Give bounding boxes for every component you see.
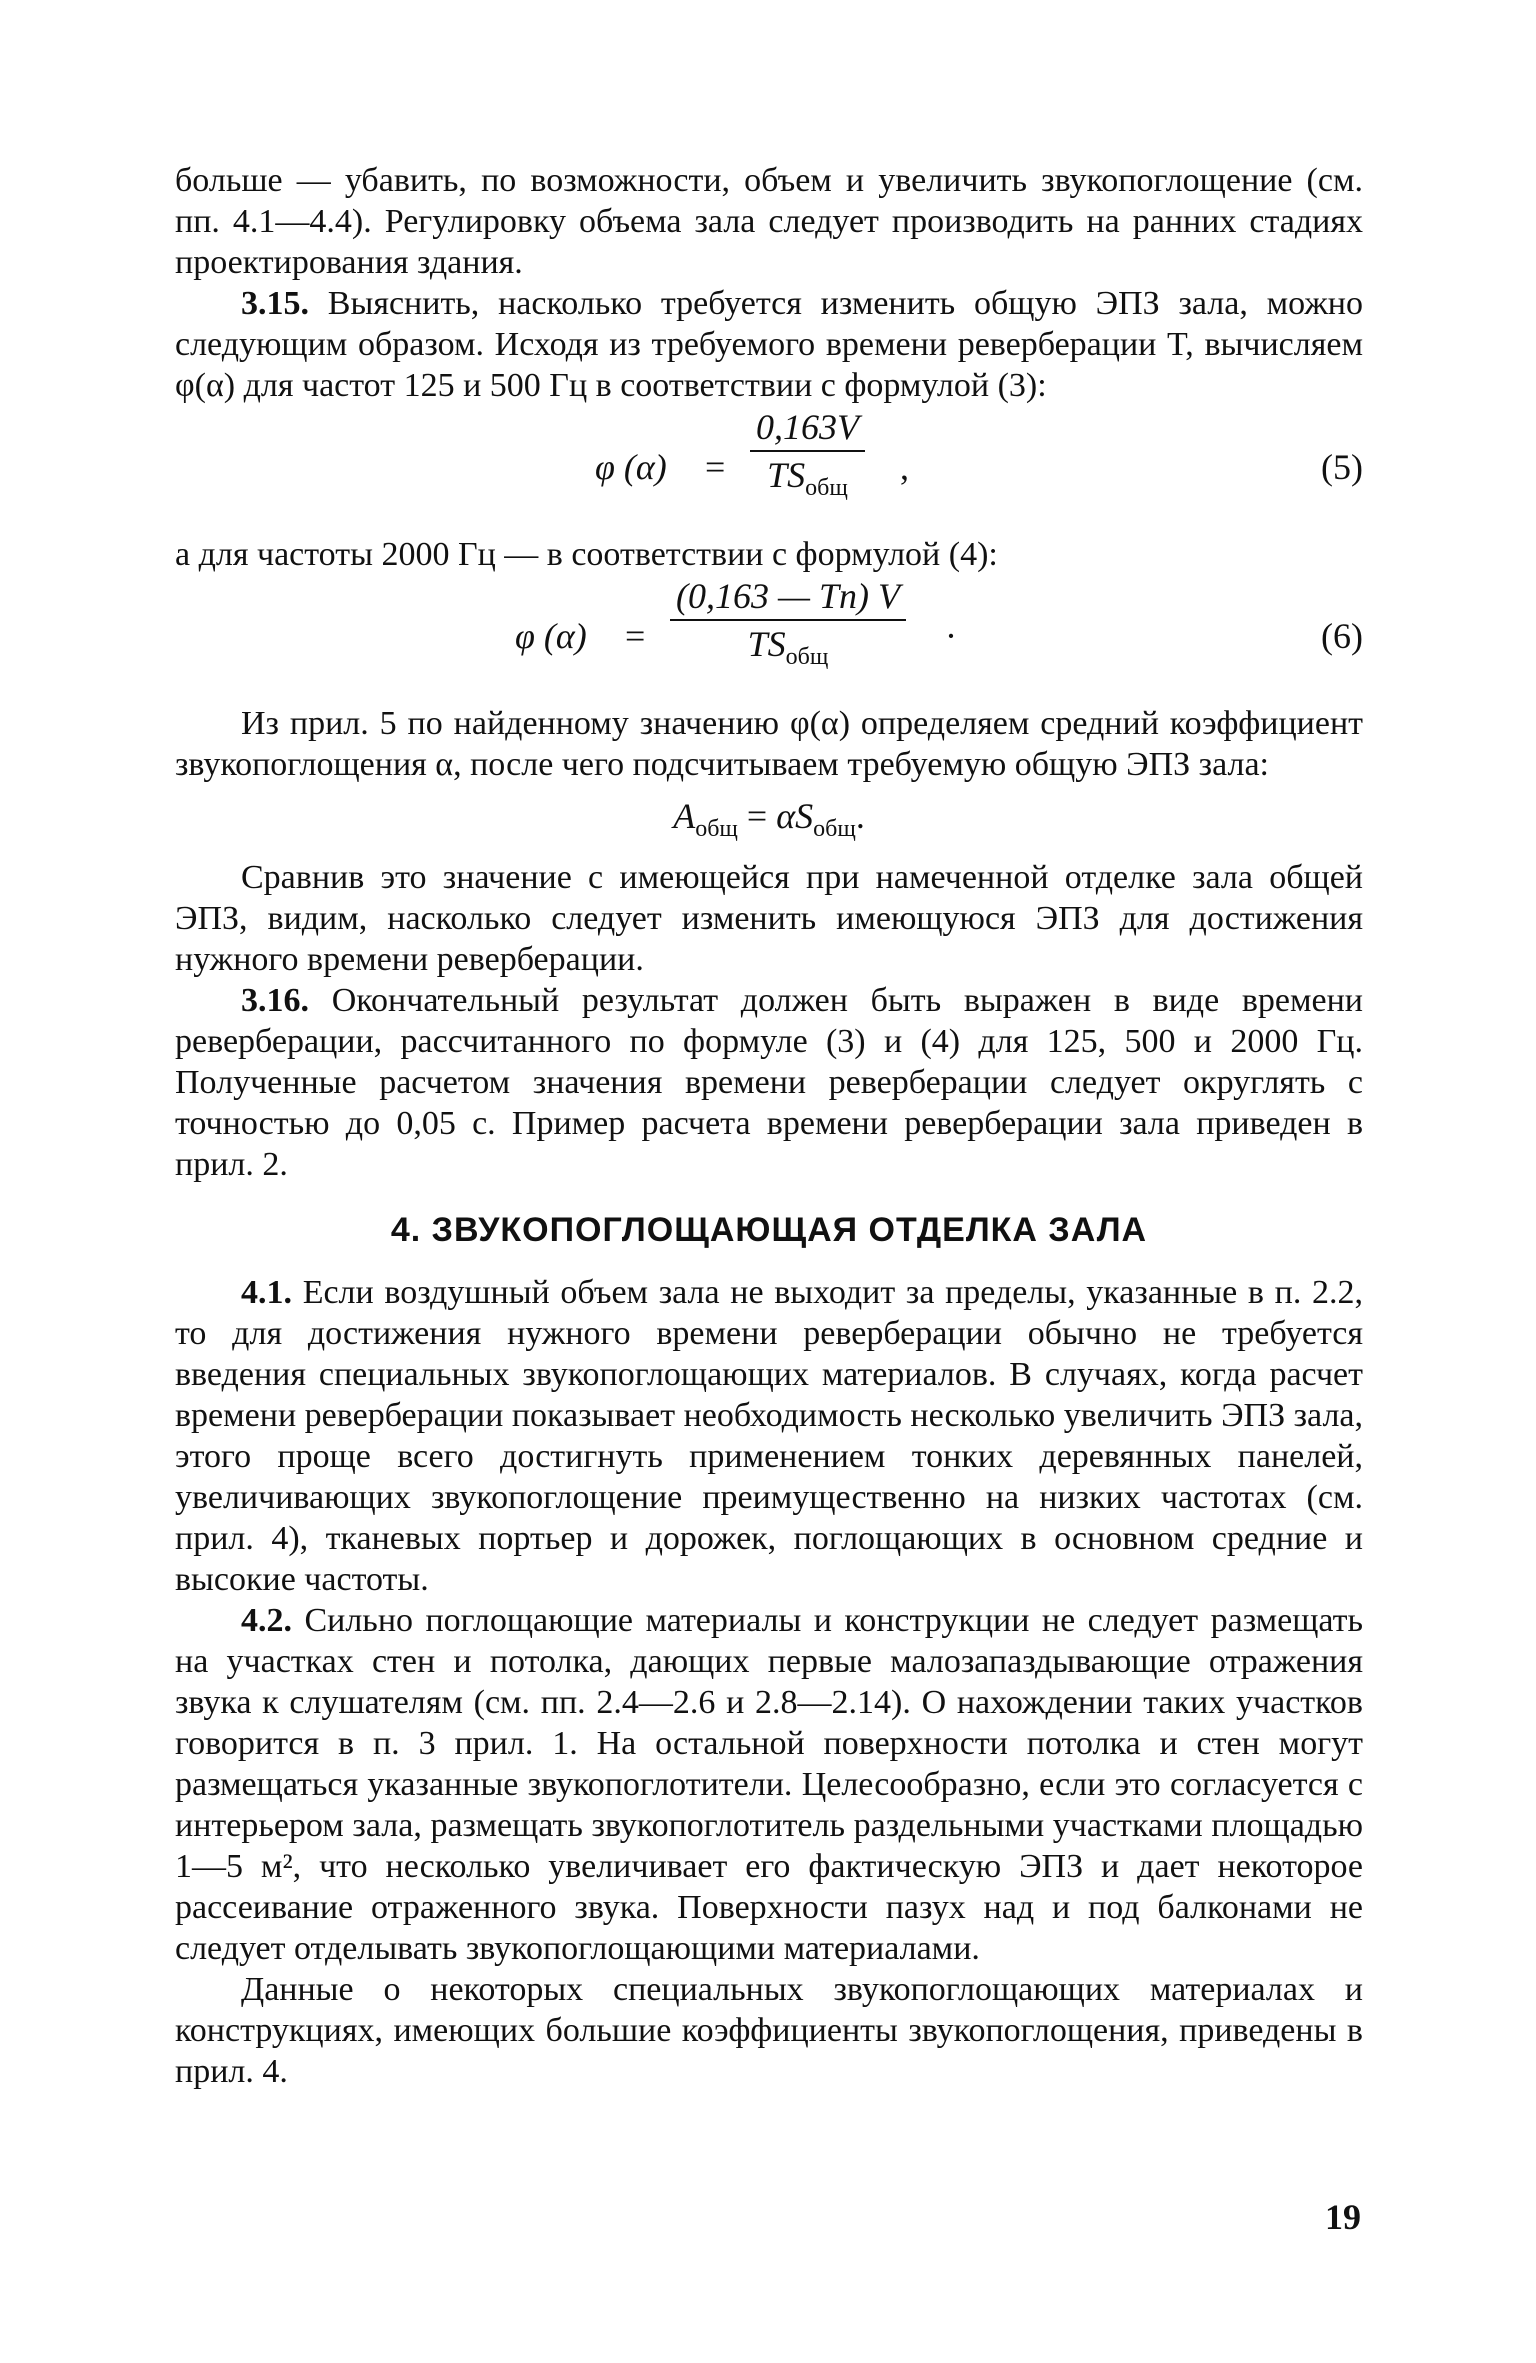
formula-numerator: (0,163 — Tn) V xyxy=(670,575,906,621)
formula-equals: = xyxy=(746,796,768,836)
clause-text: Окончательный результат должен быть выражен в виде времени реверберации, рассчитанного по формуле (3) и (4) для 125, 500 и 2000 Гц. Полученные расчетом значения времени реверберации следует округлять с точностью до 0,05 с. Пример расчета времени реверберации зала приведен в прил. 2. xyxy=(175,982,1364,1184)
formula-6 xyxy=(175,575,1363,703)
formula-number: (5) xyxy=(1321,447,1363,487)
formula-rhs: αS xyxy=(776,796,814,836)
formula-period: . xyxy=(855,796,865,836)
formula-a: A xyxy=(673,796,696,836)
formula-number: (6) xyxy=(1321,616,1363,656)
denominator-main: TS xyxy=(767,455,806,495)
formula-fraction xyxy=(670,575,906,671)
paragraph-compare: Сравнив это значение с имеющейся при намеченной отделке зала общей ЭПЗ, видим, насколько следует изменить имеющуюся ЭПЗ для достижения нужного времени реверберации. xyxy=(175,859,1363,979)
formula-equals: = xyxy=(625,616,646,656)
formula-fraction xyxy=(750,406,865,502)
paragraph-formula-6-intro: а для частоты 2000 Гц — в соответствии с формулой (4): xyxy=(175,536,998,573)
page-number: 19 xyxy=(1325,2197,1361,2237)
clause-text: Если воздушный объем зала не выходит за пределы, указанные в п. 2.2, то для достижения нужного времени реверберации обычно не требуется введения специальных звукопоглощающих материалов. В случаях, когда расчет времени реверберации показывает необходимость несколько увеличить ЭПЗ зала, этого проще всего достигнуть применением тонких деревянных панелей, увеличивающих звукопоглощение преимущественно на низких частотах (см. прил. 4), тканевых портьер и дорожек, поглощающих в основном средние и высокие частоты. xyxy=(175,1274,1364,1599)
paragraph-3-15 xyxy=(175,283,1363,406)
denominator-main: TS xyxy=(747,624,786,664)
paragraph-4-2 xyxy=(175,1600,1363,1969)
formula-dot: · xyxy=(945,616,957,656)
formula-rhs-subscript: общ xyxy=(813,816,856,843)
formula-comma: , xyxy=(900,447,909,487)
formula-a-subscript: общ xyxy=(695,816,738,843)
clause-number: 4.1. xyxy=(241,1274,292,1312)
formula-numerator: 0,163V xyxy=(750,406,865,452)
formula-denominator xyxy=(750,452,865,502)
section-heading: 4. ЗВУКОПОГЛОЩАЮЩАЯ ОТДЕЛКА ЗАЛА xyxy=(390,1211,1148,1250)
clause-text: Сильно поглощающие материалы и конструкции не следует размещать на участках стен и потолка, дающих первые малозапаздывающие отражения звука к слушателям (см. пп. 2.4—2.6 и 2.8—2.14). О нахождении таких участков говорится в п. 3 прил. 1. На остальной поверхности потолка и стен могут размещаться указанные звукопоглотители. Целесообразно, если это согласуется с интерьером зала, размещать звукопоглотитель раздельными участками площадью 1—5 м², что несколько увеличивает его фактическую ЭПЗ и дает некоторое рассеивание отраженного звука. Поверхности пазух над и под балконами не следует отделывать звукопоглощающими материалами. xyxy=(175,1602,1363,1968)
formula-total-absorption xyxy=(175,795,1363,843)
paragraph-appendix-5: Из прил. 5 по найденному значению φ(α) определяем средний коэффициент звукопоглощения α, после чего подсчитываем требуемую общую ЭПЗ зала: xyxy=(175,705,1363,783)
formula-lhs: φ (α) xyxy=(595,447,667,487)
paragraph-4-1 xyxy=(175,1272,1363,1600)
formula-5 xyxy=(175,406,1363,534)
formula-equals: = xyxy=(705,447,726,487)
paragraph-intro: больше — убавить, по возможности, объем и увеличить звукопоглощение (см. пп. 4.1—4.4). Регулировку объема зала следует производить на ранних стадиях проектирования здания. xyxy=(175,162,1363,281)
clause-number: 4.2. xyxy=(241,1602,292,1640)
clause-number: 3.16. xyxy=(241,982,309,1020)
denominator-subscript: общ xyxy=(805,475,848,502)
paragraph-3-16 xyxy=(175,980,1363,1185)
paragraph-data: Данные о некоторых специальных звукопоглощающих материалах и конструкциях, имеющих большие коэффициенты звукопоглощения, приведены в прил. 4. xyxy=(175,1971,1363,2091)
clause-text: Выяснить, насколько требуется изменить общую ЭПЗ зала, можно следующим образом. Исходя из требуемого времени реверберации T, вычисляем φ(α) для частот 125 и 500 Гц в соответствии с формулой (3): xyxy=(175,285,1364,404)
formula-lhs: φ (α) xyxy=(515,616,587,656)
page-body xyxy=(175,160,1363,2092)
denominator-subscript: общ xyxy=(785,644,829,671)
clause-number: 3.15. xyxy=(241,285,309,322)
formula-denominator xyxy=(670,621,906,671)
